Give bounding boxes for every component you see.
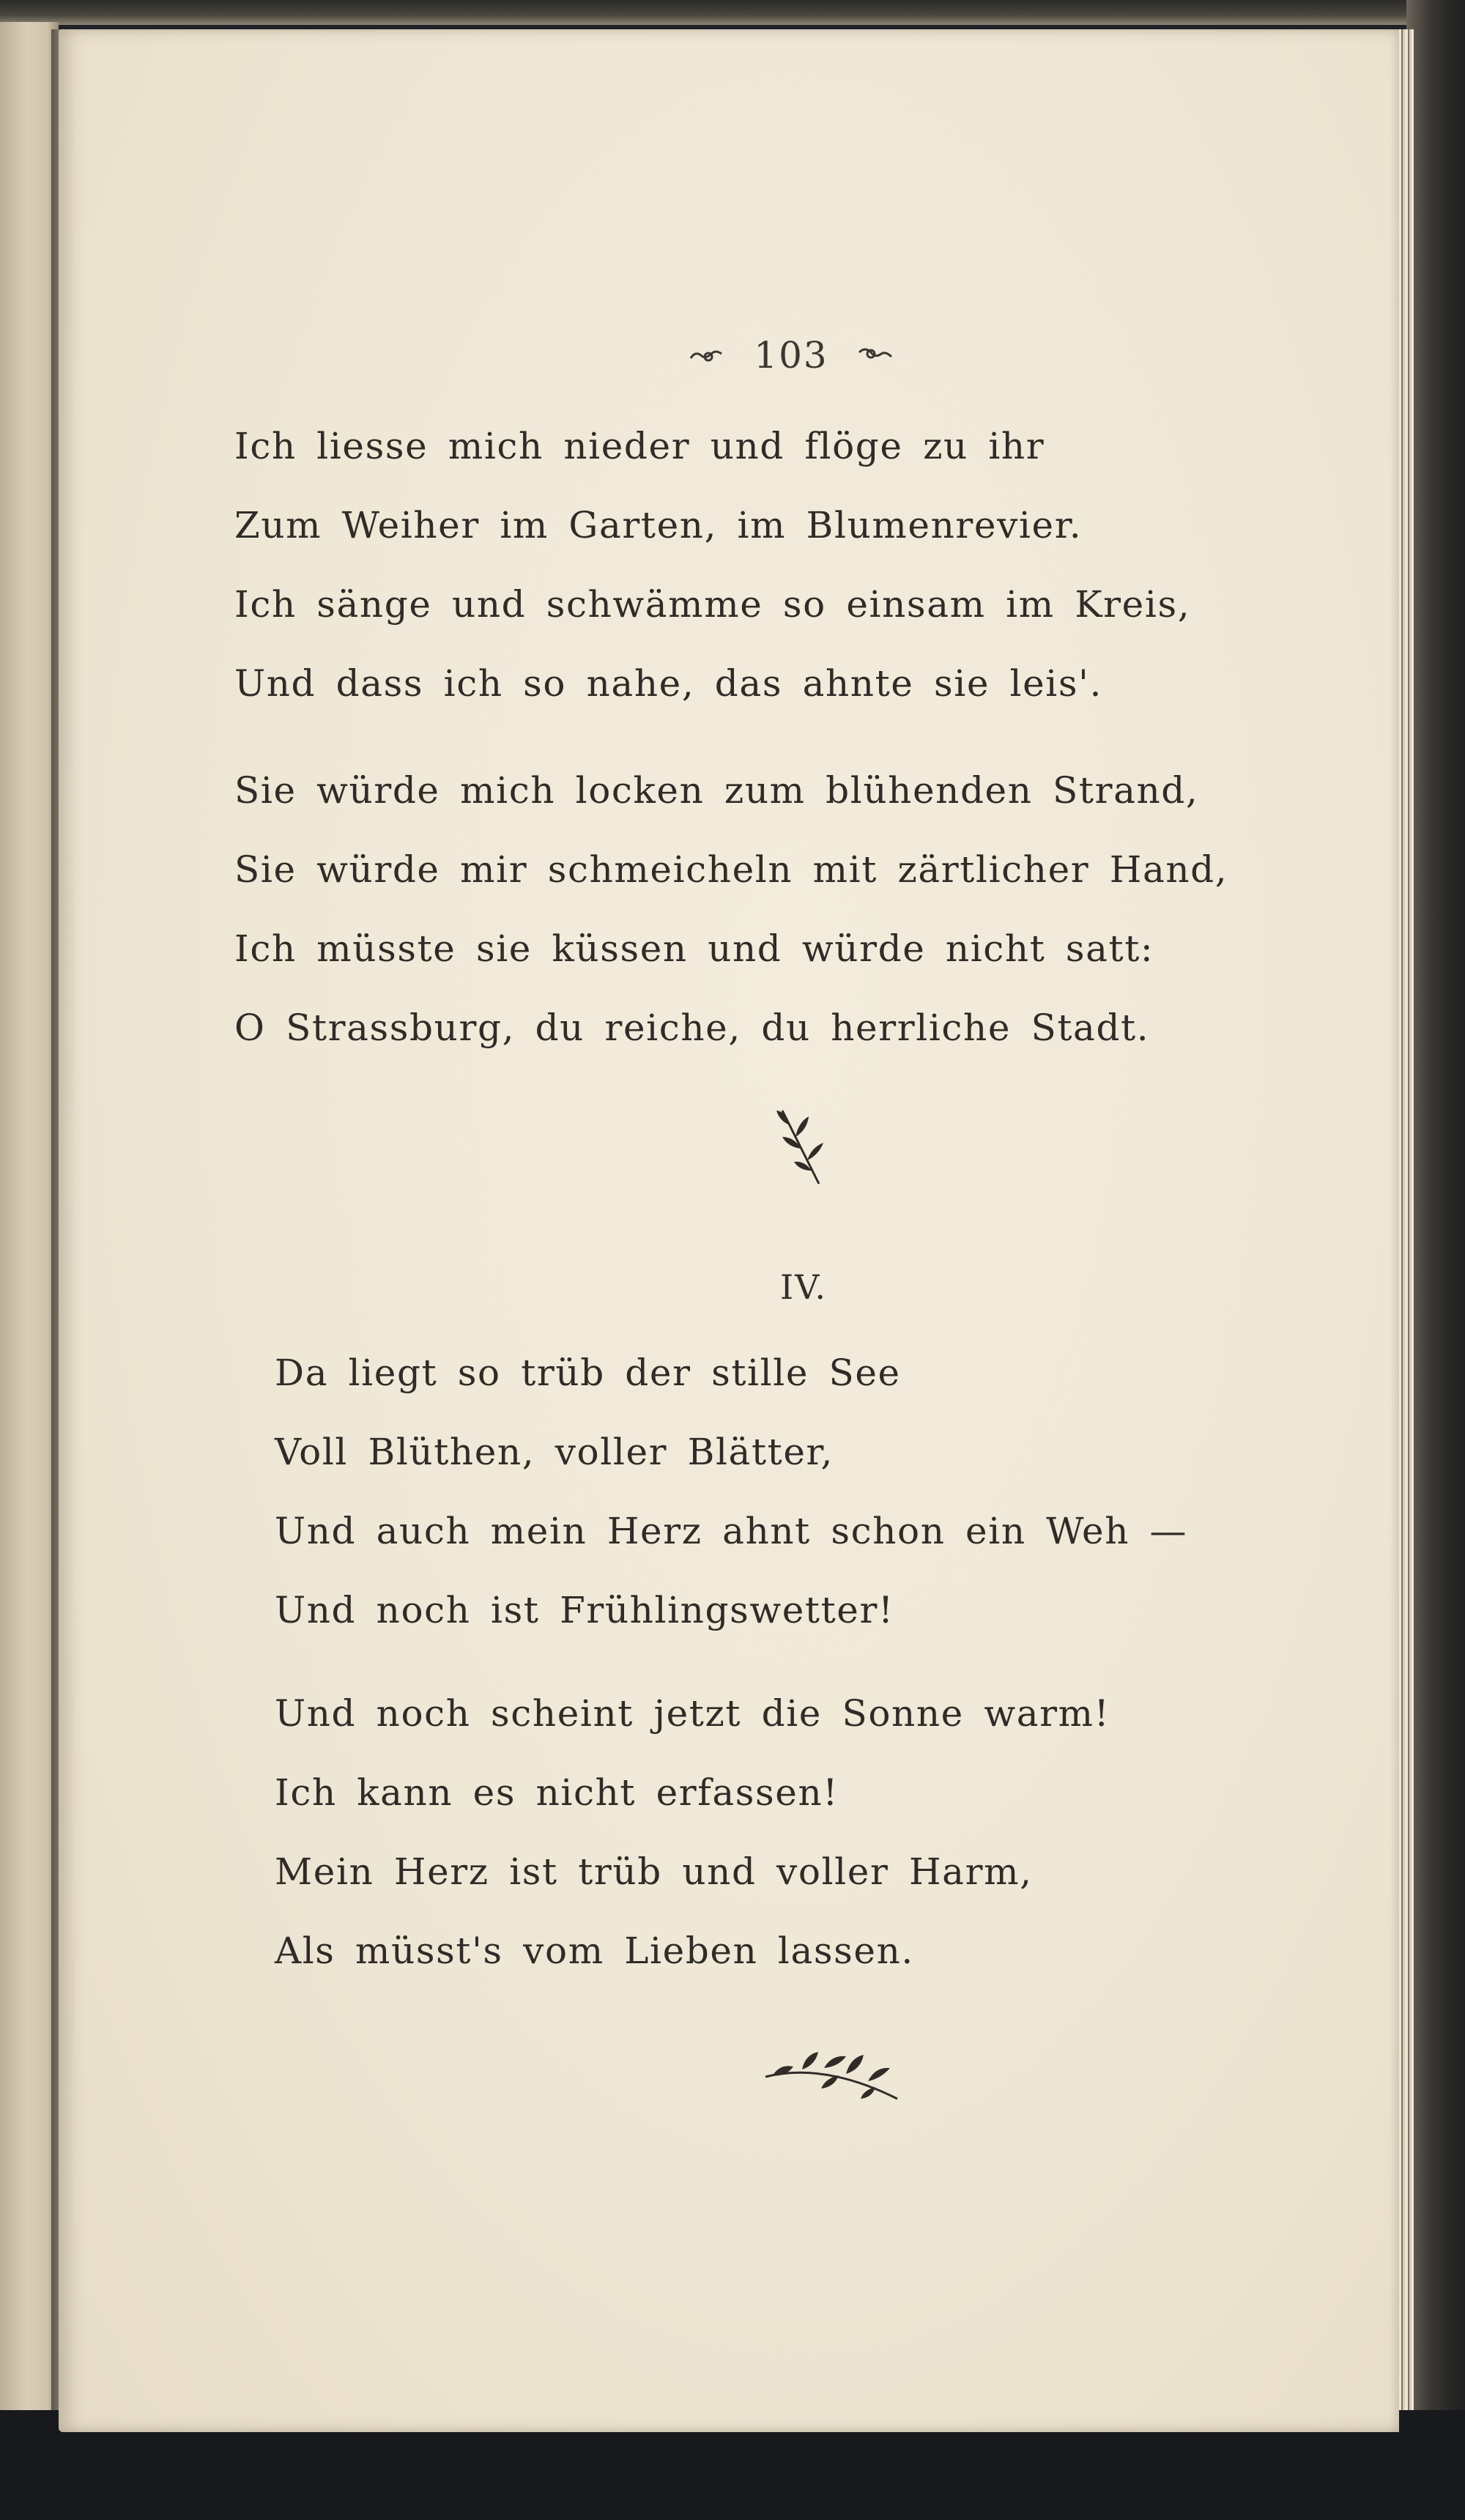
scroll-ornament-icon [855,342,896,368]
verse-line: Und auch mein Herz ahnt schon ein Weh — [275,1510,1188,1552]
page-header [659,333,923,377]
verse-line: Ich müsste sie küssen und würde nicht satt: [234,927,1154,970]
verse-line: Sie würde mich locken zum blühenden Strand, [234,769,1199,812]
verse-line: Ich sänge und schwämme so einsam im Kreis, [234,583,1191,626]
leaf-branch-icon [758,2033,912,2106]
section-numeral: IV. [780,1267,827,1307]
verse-line: Voll Blüthen, voller Blätter, [275,1431,834,1473]
leaf-sprig-icon [768,1103,834,1191]
verse-line: O Strassburg, du reiche, du herrliche Stadt. [234,1007,1150,1049]
verse-line: Da liegt so trüb der stille See [275,1352,901,1394]
verse-line: Mein Herz ist trüb und voller Harm, [275,1850,1033,1893]
verse-line: Zum Weiher im Garten, im Blumenrevier. [234,504,1083,546]
book-page [59,29,1399,2432]
verse-line: Und noch ist Frühlingswetter! [275,1589,894,1631]
previous-page-edge [0,22,59,2439]
book-cover-edge [1406,0,1465,2417]
scroll-ornament-icon [686,342,727,368]
verse-line: Sie würde mir schmeicheln mit zärtlicher Hand, [234,848,1228,891]
verse-line: Und noch scheint jetzt die Sonne warm! [275,1692,1110,1735]
verse-line: Als müsst's vom Lieben lassen. [275,1930,914,1972]
verse-line: Ich liesse mich nieder und flöge zu ihr [234,425,1045,467]
verse-line: Ich kann es nicht erfassen! [275,1771,839,1814]
top-edge [0,0,1465,25]
verse-line: Und dass ich so nahe, das ahnte sie leis'. [234,662,1102,705]
page-number: 103 [754,334,828,377]
